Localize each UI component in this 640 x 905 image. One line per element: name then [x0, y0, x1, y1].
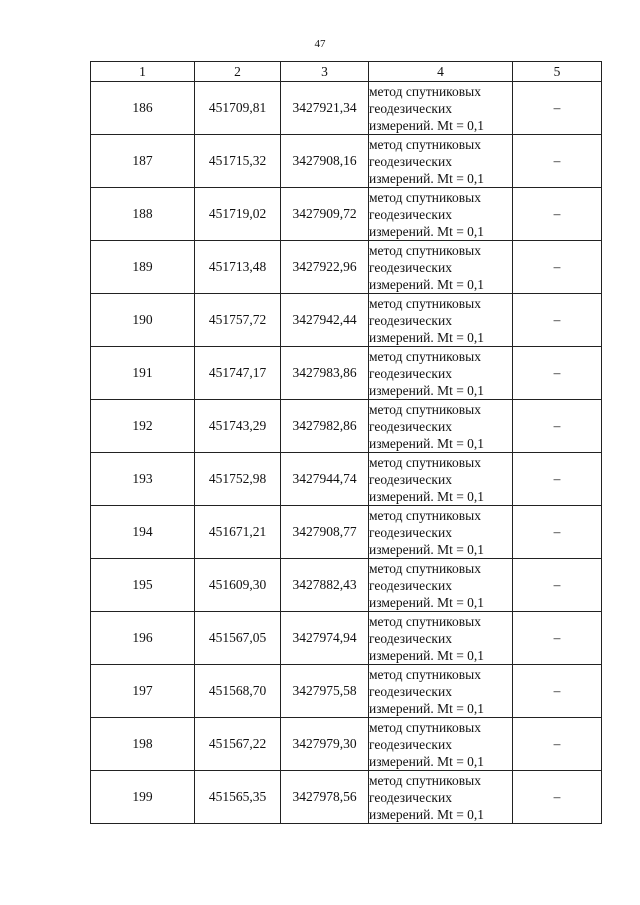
method-cell [369, 612, 513, 665]
method-line: измерений. Mt = 0,1 [369, 647, 485, 663]
method-line: метод спутниковых [369, 401, 481, 417]
method-line: геодезических [369, 418, 452, 434]
x-coordinate-cell: 451609,30 [195, 559, 281, 612]
x-coordinate-cell: 451743,29 [195, 400, 281, 453]
method-line: метод спутниковых [369, 772, 481, 788]
method-line: измерений. Mt = 0,1 [369, 223, 485, 239]
method-line: метод спутниковых [369, 507, 481, 523]
method-cell [369, 188, 513, 241]
method-line: геодезических [369, 312, 452, 328]
method-line: геодезических [369, 789, 452, 805]
y-coordinate-cell: 3427921,34 [281, 82, 369, 135]
header-col-4: 4 [369, 62, 513, 82]
y-coordinate-cell: 3427982,86 [281, 400, 369, 453]
y-coordinate-cell: 3427974,94 [281, 612, 369, 665]
method-line: метод спутниковых [369, 719, 481, 735]
table-row [91, 612, 602, 665]
table-body [91, 82, 602, 824]
table-row [91, 135, 602, 188]
x-coordinate-cell: 451713,48 [195, 241, 281, 294]
method-line: метод спутниковых [369, 666, 481, 682]
y-coordinate-cell: 3427983,86 [281, 347, 369, 400]
method-cell [369, 400, 513, 453]
x-coordinate-cell: 451757,72 [195, 294, 281, 347]
header-col-2: 2 [195, 62, 281, 82]
method-cell [369, 135, 513, 188]
table-row [91, 453, 602, 506]
method-line: геодезических [369, 577, 452, 593]
method-line: геодезических [369, 683, 452, 699]
note-cell: – [513, 771, 602, 824]
point-number-cell: 190 [91, 294, 195, 347]
method-line: измерений. Mt = 0,1 [369, 488, 485, 504]
table-row [91, 506, 602, 559]
x-coordinate-cell: 451752,98 [195, 453, 281, 506]
method-line: метод спутниковых [369, 189, 481, 205]
method-line: метод спутниковых [369, 136, 481, 152]
table-row [91, 400, 602, 453]
method-line: метод спутниковых [369, 613, 481, 629]
method-line: метод спутниковых [369, 560, 481, 576]
table-row [91, 294, 602, 347]
note-cell: – [513, 241, 602, 294]
method-cell [369, 506, 513, 559]
note-cell: – [513, 294, 602, 347]
table-row [91, 665, 602, 718]
y-coordinate-cell: 3427882,43 [281, 559, 369, 612]
method-cell [369, 294, 513, 347]
y-coordinate-cell: 3427944,74 [281, 453, 369, 506]
x-coordinate-cell: 451567,05 [195, 612, 281, 665]
x-coordinate-cell: 451671,21 [195, 506, 281, 559]
note-cell: – [513, 453, 602, 506]
method-line: геодезических [369, 471, 452, 487]
note-cell: – [513, 559, 602, 612]
method-cell [369, 347, 513, 400]
point-number-cell: 198 [91, 718, 195, 771]
method-line: геодезических [369, 524, 452, 540]
method-line: метод спутниковых [369, 454, 481, 470]
method-line: измерений. Mt = 0,1 [369, 700, 485, 716]
note-cell: – [513, 135, 602, 188]
point-number-cell: 186 [91, 82, 195, 135]
point-number-cell: 193 [91, 453, 195, 506]
x-coordinate-cell: 451747,17 [195, 347, 281, 400]
x-coordinate-cell: 451719,02 [195, 188, 281, 241]
method-line: измерений. Mt = 0,1 [369, 541, 485, 557]
y-coordinate-cell: 3427979,30 [281, 718, 369, 771]
point-number-cell: 199 [91, 771, 195, 824]
header-col-5: 5 [513, 62, 602, 82]
table-row [91, 241, 602, 294]
method-cell [369, 771, 513, 824]
y-coordinate-cell: 3427909,72 [281, 188, 369, 241]
method-line: метод спутниковых [369, 242, 481, 258]
note-cell: – [513, 82, 602, 135]
x-coordinate-cell: 451565,35 [195, 771, 281, 824]
page-number: 47 [314, 38, 326, 50]
method-line: геодезических [369, 259, 452, 275]
method-line: геодезических [369, 736, 452, 752]
note-cell: – [513, 506, 602, 559]
method-line: геодезических [369, 100, 452, 116]
x-coordinate-cell: 451568,70 [195, 665, 281, 718]
method-cell [369, 82, 513, 135]
note-cell: – [513, 718, 602, 771]
note-cell: – [513, 665, 602, 718]
method-line: измерений. Mt = 0,1 [369, 117, 485, 133]
method-cell [369, 665, 513, 718]
table-row [91, 188, 602, 241]
table-row [91, 82, 602, 135]
header-col-3: 3 [281, 62, 369, 82]
point-number-cell: 189 [91, 241, 195, 294]
method-cell [369, 241, 513, 294]
y-coordinate-cell: 3427922,96 [281, 241, 369, 294]
method-line: измерений. Mt = 0,1 [369, 594, 485, 610]
method-line: геодезических [369, 365, 452, 381]
point-number-cell: 194 [91, 506, 195, 559]
method-line: геодезических [369, 630, 452, 646]
note-cell: – [513, 400, 602, 453]
method-line: метод спутниковых [369, 295, 481, 311]
method-line: геодезических [369, 206, 452, 222]
note-cell: – [513, 612, 602, 665]
point-number-cell: 196 [91, 612, 195, 665]
note-cell: – [513, 347, 602, 400]
method-line: метод спутниковых [369, 348, 481, 364]
method-line: измерений. Mt = 0,1 [369, 806, 485, 822]
point-number-cell: 192 [91, 400, 195, 453]
table-header-row [91, 62, 602, 82]
method-cell [369, 453, 513, 506]
y-coordinate-cell: 3427942,44 [281, 294, 369, 347]
y-coordinate-cell: 3427908,16 [281, 135, 369, 188]
x-coordinate-cell: 451715,32 [195, 135, 281, 188]
method-line: измерений. Mt = 0,1 [369, 382, 485, 398]
y-coordinate-cell: 3427978,56 [281, 771, 369, 824]
method-cell [369, 718, 513, 771]
method-line: метод спутниковых [369, 83, 481, 99]
method-line: измерений. Mt = 0,1 [369, 329, 485, 345]
point-number-cell: 188 [91, 188, 195, 241]
y-coordinate-cell: 3427908,77 [281, 506, 369, 559]
y-coordinate-cell: 3427975,58 [281, 665, 369, 718]
header-col-1: 1 [91, 62, 195, 82]
table-row [91, 718, 602, 771]
method-line: измерений. Mt = 0,1 [369, 435, 485, 451]
x-coordinate-cell: 451567,22 [195, 718, 281, 771]
method-line: измерений. Mt = 0,1 [369, 170, 485, 186]
table-row [91, 347, 602, 400]
table-row [91, 771, 602, 824]
point-number-cell: 197 [91, 665, 195, 718]
point-number-cell: 195 [91, 559, 195, 612]
coordinates-table [90, 61, 602, 824]
point-number-cell: 187 [91, 135, 195, 188]
method-line: геодезических [369, 153, 452, 169]
table-row [91, 559, 602, 612]
x-coordinate-cell: 451709,81 [195, 82, 281, 135]
note-cell: – [513, 188, 602, 241]
method-cell [369, 559, 513, 612]
point-number-cell: 191 [91, 347, 195, 400]
method-line: измерений. Mt = 0,1 [369, 276, 485, 292]
method-line: измерений. Mt = 0,1 [369, 753, 485, 769]
